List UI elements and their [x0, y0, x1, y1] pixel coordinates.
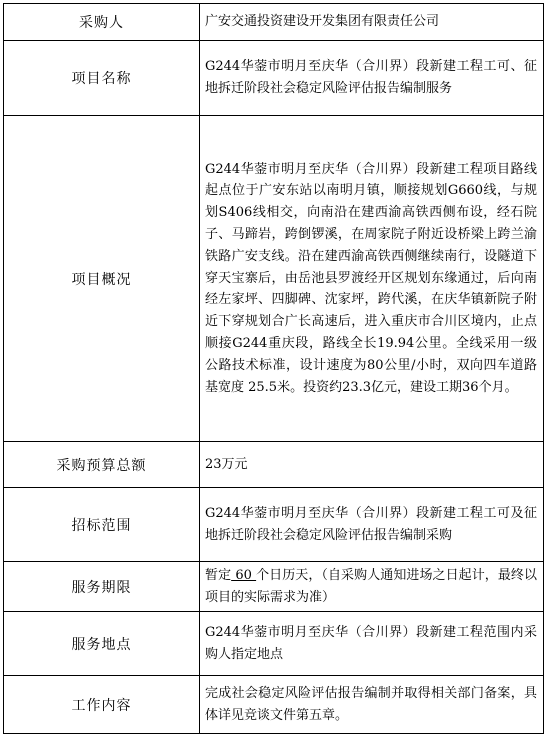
table-row-bidding-scope: [4, 488, 544, 562]
row-label: 招标范围: [4, 488, 200, 562]
table-row-budget: [4, 442, 544, 488]
row-value: 23万元: [200, 442, 544, 488]
table-row-purchaser: [4, 4, 544, 41]
period-days: 60: [231, 567, 257, 583]
table-row-work-content: [4, 676, 544, 734]
table-row-project-name: [4, 41, 544, 116]
period-suffix: 个日历天，（自采购人通知进场之日起计，最终以项目的实际需求为准）: [205, 567, 537, 605]
row-label: 采购人: [4, 4, 200, 41]
period-prefix: 暂定: [205, 567, 232, 583]
row-label: 采购预算总额: [4, 442, 200, 488]
row-value: G244华蓥市明月至庆华（合川界）段新建工程工可、征地拆迁阶段社会稳定风险评估报告编制服务: [200, 41, 544, 116]
procurement-info-table: [3, 3, 544, 734]
row-label: 工作内容: [4, 676, 200, 734]
row-value: G244华蓥市明月至庆华（合川界）段新建工程范围内采购人指定地点: [200, 612, 544, 676]
row-value: G244华蓥市明月至庆华（合川界）段新建工程工可及征地拆迁阶段社会稳定风险评估报告编制采购: [200, 488, 544, 562]
row-label: 项目概况: [4, 116, 200, 442]
row-value: G244华蓥市明月至庆华（合川界）段新建工程项目路线起点位于广安东站以南明月镇，顺接规划G660线，与规划S406线相交，向南沿在建西渝高铁西侧布设，经石院子、马蹄岩，跨倒锣溪，在周家院子附近设桥梁上跨兰渝铁路广安支线。沿在建西渝高铁西侧继续南行，设隧道下穿天宝寨后，由岳池县罗渡经开区规划东缘通过，后向南经左家坪、四脚碑、沈家坪，跨代溪，在庆华镇新院子附近下穿规划合广长高速后，进入重庆市合川区境内，止点顺接G244重庆段，路线全长19.94公里。全线采用一级公路技术标准，设计速度为80公里/小时，双向四车道路基宽度 25.5米。投资约23.3亿元，建设工期36个月。: [200, 116, 544, 442]
table-row-project-overview: [4, 116, 544, 442]
row-label: 服务期限: [4, 562, 200, 612]
row-value: 完成社会稳定风险评估报告编制并取得相关部门备案，具体详见竞谈文件第五章。: [200, 676, 544, 734]
table-row-service-location: [4, 612, 544, 676]
row-value: [200, 562, 544, 612]
row-value: 广安交通投资建设开发集团有限责任公司: [200, 4, 544, 41]
table-row-service-period: [4, 562, 544, 612]
row-label: 项目名称: [4, 41, 200, 116]
row-label: 服务地点: [4, 612, 200, 676]
